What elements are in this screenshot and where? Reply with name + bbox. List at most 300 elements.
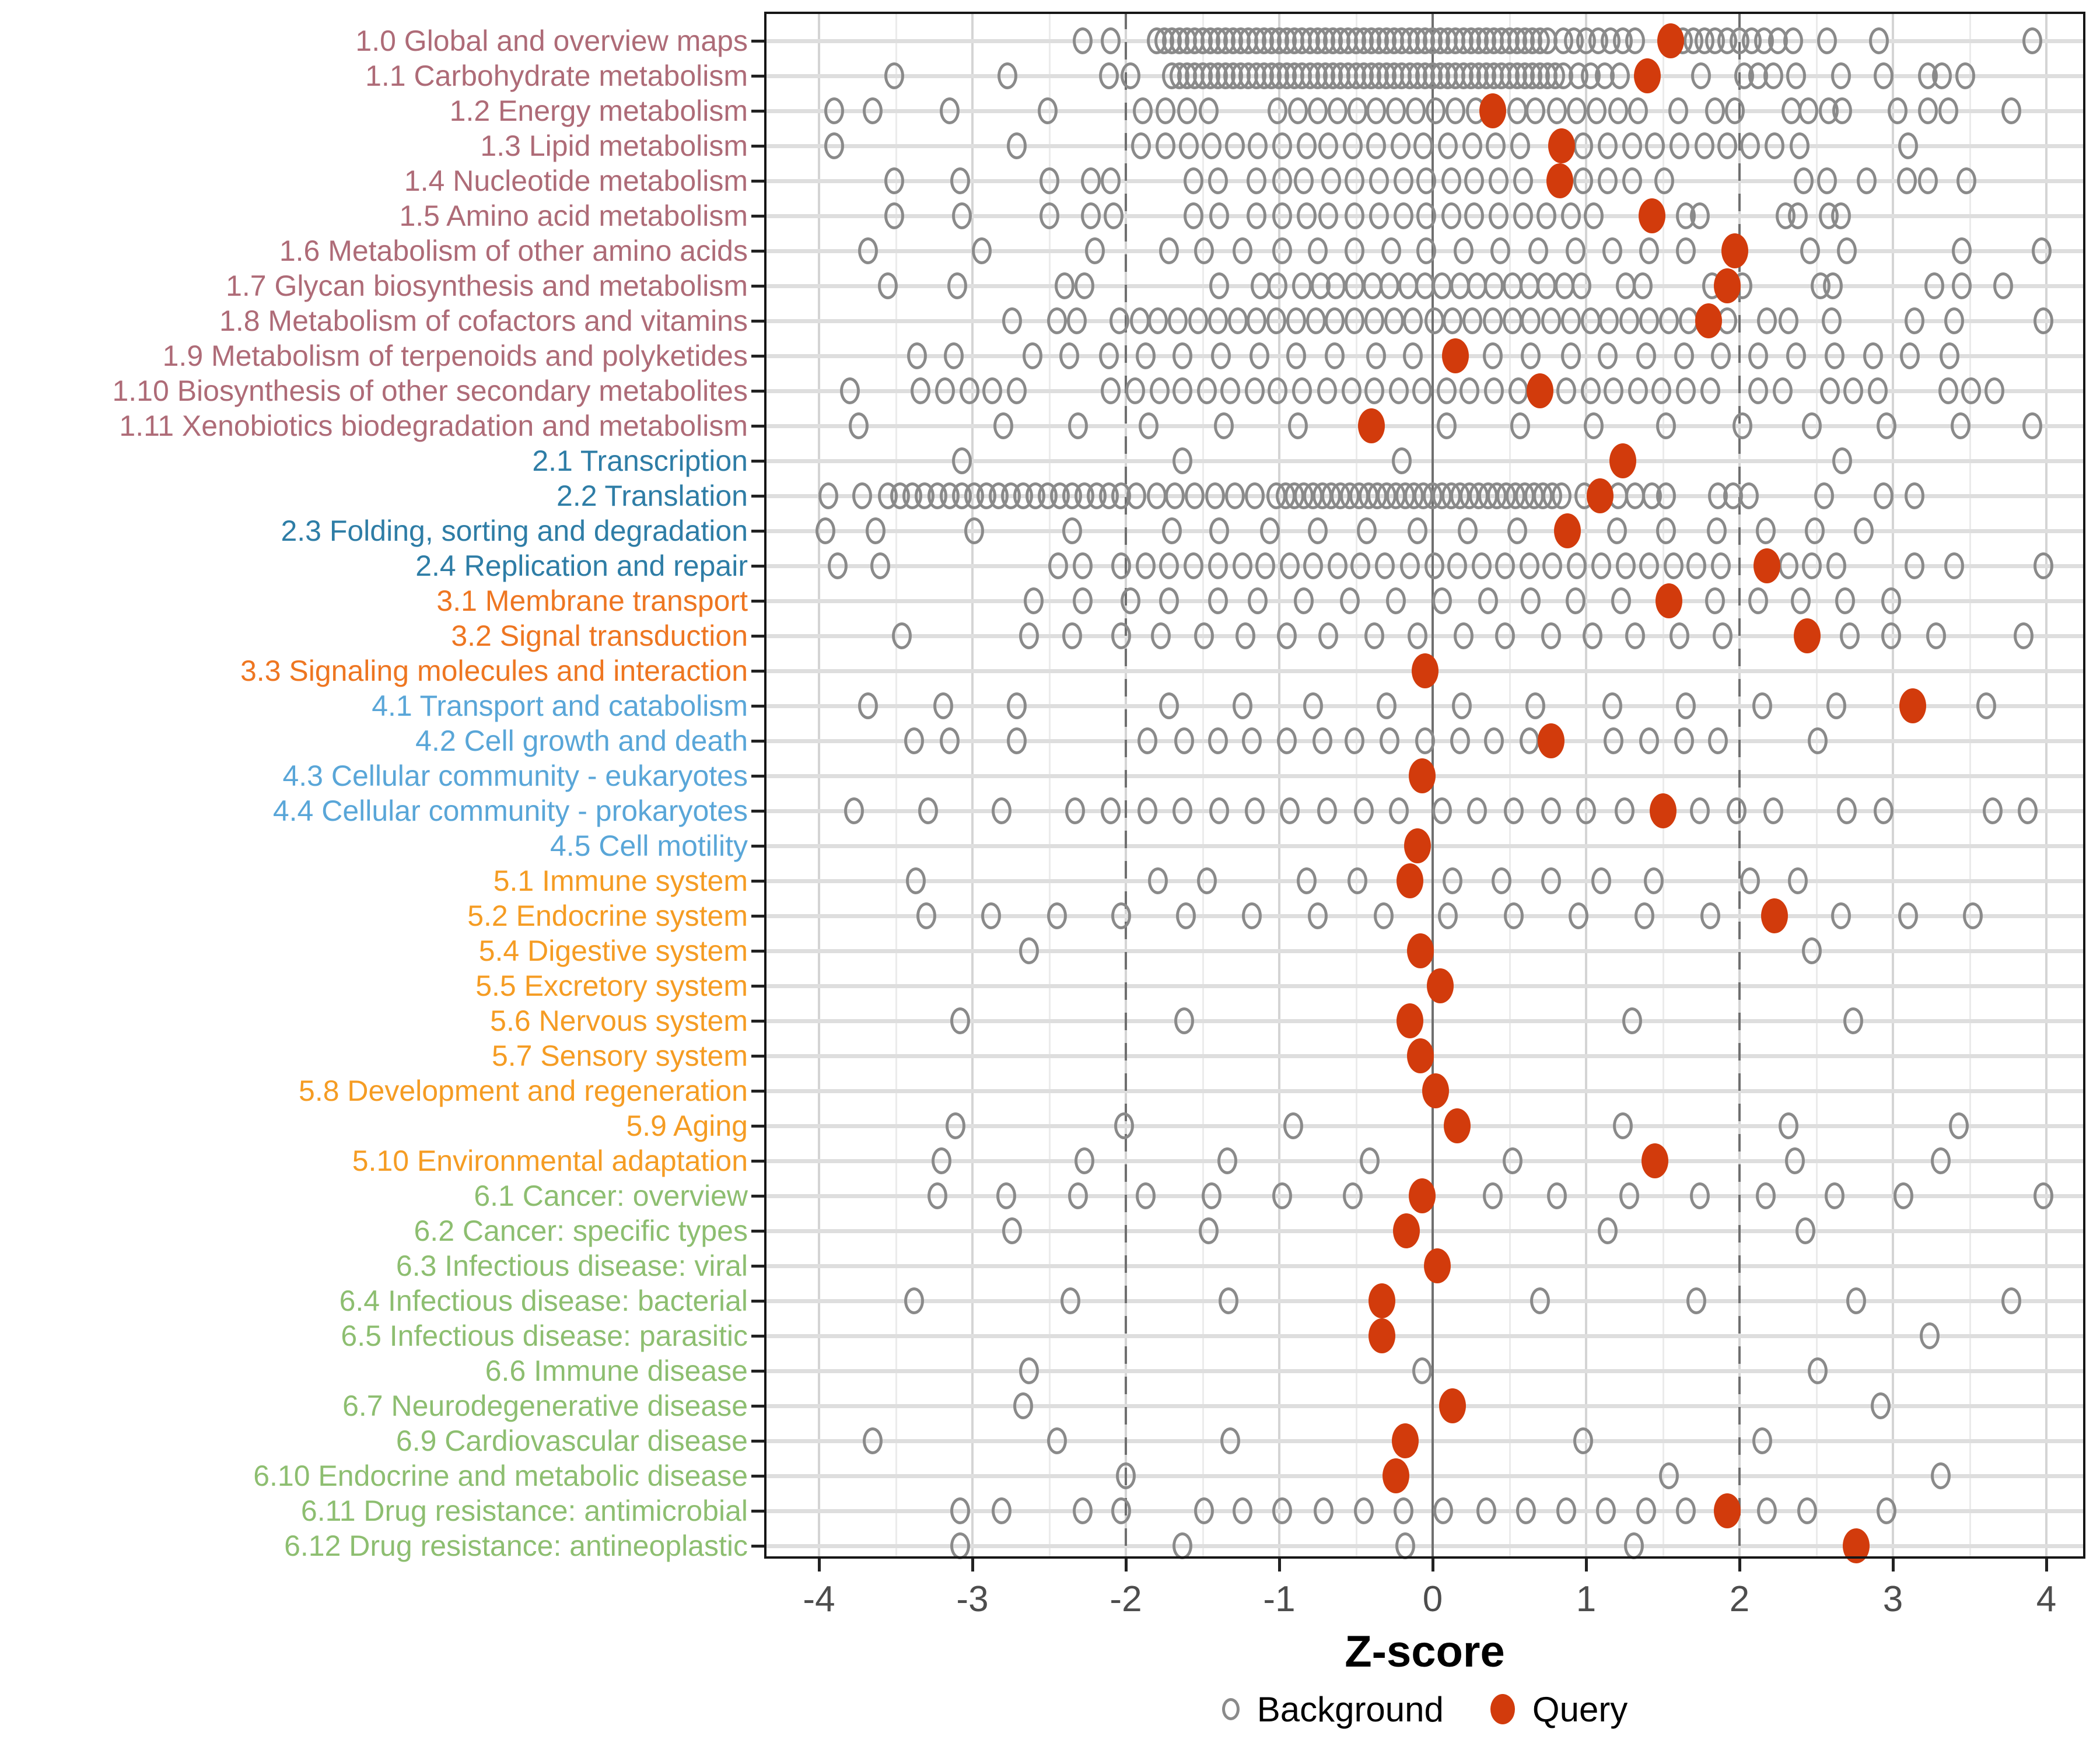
background-dot <box>1584 412 1604 439</box>
background-dot <box>1938 97 1958 124</box>
background-dot <box>944 342 964 369</box>
y-axis-label: 4.2 Cell growth and death <box>415 724 748 757</box>
background-dot <box>1513 202 1533 229</box>
background-dot <box>1691 62 1711 89</box>
background-dot <box>992 1497 1012 1524</box>
background-dot <box>1510 132 1530 159</box>
background-dot <box>1040 202 1059 229</box>
y-axis-label: 1.8 Metabolism of cofactors and vitamins <box>219 304 748 337</box>
y-axis-tick <box>751 390 764 393</box>
y-axis-tick <box>751 1545 764 1548</box>
background-dot <box>1424 552 1444 579</box>
background-dot <box>1898 902 1918 929</box>
legend-label-query: Query <box>1532 1689 1628 1729</box>
background-dot <box>1857 167 1877 194</box>
query-dot <box>1358 408 1385 443</box>
background-dot <box>1326 272 1346 299</box>
background-dot <box>1993 272 2013 299</box>
background-dot <box>1963 902 1983 929</box>
background-dot <box>1944 552 1964 579</box>
background-dot <box>1317 377 1337 404</box>
background-dot <box>1233 237 1252 264</box>
background-dot <box>1690 1182 1710 1209</box>
background-dot <box>1654 167 1674 194</box>
background-dot <box>1573 167 1593 194</box>
background-dot <box>1504 797 1524 824</box>
background-dot <box>1664 552 1684 579</box>
background-dot <box>1598 1217 1618 1244</box>
background-dot <box>906 867 926 894</box>
background-dot <box>1676 692 1696 719</box>
y-axis-label: 6.6 Immune disease <box>485 1354 748 1387</box>
background-dot <box>1233 692 1252 719</box>
background-dot <box>1846 1287 1866 1314</box>
background-dot <box>1464 202 1484 229</box>
background-dot <box>884 202 904 229</box>
row-gridline <box>764 1439 2085 1443</box>
dashed-reference-line <box>1125 12 1127 1559</box>
background-dot <box>1068 412 1088 439</box>
background-dot <box>1932 62 1952 89</box>
y-axis-tick <box>751 1440 764 1443</box>
background-dot <box>1541 622 1561 649</box>
background-dot <box>1138 727 1157 754</box>
y-axis-tick <box>751 530 764 533</box>
background-dot <box>1668 97 1688 124</box>
query-dot <box>1843 1528 1870 1563</box>
background-dot <box>1126 482 1146 509</box>
background-dot <box>1047 1427 1067 1454</box>
background-dot <box>1837 237 1857 264</box>
background-dot <box>840 377 860 404</box>
y-axis-tick <box>751 565 764 568</box>
query-dot <box>1424 1248 1451 1283</box>
background-dot <box>1447 552 1467 579</box>
background-dot <box>1938 377 1958 404</box>
background-dot <box>1242 902 1262 929</box>
background-dot <box>1504 902 1524 929</box>
background-dot <box>1556 1497 1576 1524</box>
background-dot <box>1317 797 1337 824</box>
background-dot <box>1314 1497 1334 1524</box>
background-dot <box>1826 552 1846 579</box>
y-axis-tick <box>751 915 764 918</box>
y-axis-tick <box>751 880 764 883</box>
background-dot <box>1460 377 1479 404</box>
background-dot <box>1897 167 1917 194</box>
query-dot <box>1407 1038 1434 1073</box>
background-dot <box>1949 1112 1969 1139</box>
query-dot <box>1404 828 1431 863</box>
background-dot <box>1530 1287 1550 1314</box>
background-dot <box>928 1182 947 1209</box>
background-dot <box>907 342 927 369</box>
background-dot <box>1208 307 1228 334</box>
x-axis-tick-label: -3 <box>956 1579 989 1619</box>
x-axis-tick-label: 4 <box>2036 1579 2057 1619</box>
background-dot <box>1343 132 1363 159</box>
background-dot <box>1233 552 1252 579</box>
background-dot <box>946 1112 965 1139</box>
background-dot <box>1325 342 1345 369</box>
background-dot <box>1394 167 1413 194</box>
background-dot <box>1342 377 1362 404</box>
y-axis-tick <box>751 985 764 988</box>
background-dot <box>1495 552 1515 579</box>
y-axis-tick <box>751 1195 764 1198</box>
background-dot <box>1837 797 1857 824</box>
background-dot <box>1576 797 1596 824</box>
y-axis-label: 1.6 Metabolism of other amino acids <box>279 235 748 267</box>
background-dot <box>1303 552 1323 579</box>
query-dot <box>1392 1423 1419 1458</box>
row-gridline <box>764 1299 2085 1303</box>
background-dot <box>1708 727 1728 754</box>
background-dot <box>1013 1392 1033 1419</box>
y-axis-label: 1.7 Glycan biosynthesis and metabolism <box>226 270 748 302</box>
background-dot <box>1174 1007 1194 1034</box>
background-dot <box>1476 1497 1496 1524</box>
background-dot <box>1779 1112 1798 1139</box>
background-dot <box>1817 27 1837 54</box>
background-dot <box>1732 412 1752 439</box>
background-dot <box>828 552 848 579</box>
background-dot <box>1179 132 1199 159</box>
background-dot <box>1613 1112 1633 1139</box>
background-dot <box>911 377 930 404</box>
query-dot <box>1409 1178 1436 1213</box>
y-axis-tick <box>751 950 764 953</box>
background-dot <box>1700 902 1720 929</box>
background-dot <box>1247 167 1266 194</box>
row-gridline <box>764 1229 2085 1233</box>
y-axis-label: 6.3 Infectious disease: viral <box>396 1250 748 1282</box>
background-dot <box>1831 902 1851 929</box>
query-dot <box>1479 93 1506 128</box>
background-dot <box>1779 552 1798 579</box>
background-dot <box>1832 447 1852 474</box>
background-dot <box>1073 27 1093 54</box>
background-dot <box>1634 902 1654 929</box>
background-dot <box>1636 342 1656 369</box>
background-dot <box>1268 97 1287 124</box>
background-dot <box>1073 1497 1093 1524</box>
background-dot <box>1831 202 1851 229</box>
x-axis-tick <box>971 1559 974 1572</box>
y-axis-label: 5.1 Immune system <box>493 864 748 897</box>
background-dot <box>1521 307 1541 334</box>
background-dot <box>1074 272 1094 299</box>
background-dot <box>1604 727 1623 754</box>
background-dot <box>1541 797 1561 824</box>
background-dot <box>1380 272 1399 299</box>
background-dot <box>1280 552 1300 579</box>
x-axis-tick-label: 1 <box>1576 1579 1597 1619</box>
background-dot <box>1441 202 1461 229</box>
background-dot <box>1636 1497 1656 1524</box>
background-dot <box>1472 552 1492 579</box>
background-dot <box>1802 937 1822 964</box>
x-axis-tick <box>1892 1559 1895 1572</box>
background-dot <box>1763 797 1783 824</box>
background-dot <box>1598 132 1618 159</box>
background-dot <box>1874 62 1894 89</box>
background-dot <box>1639 727 1659 754</box>
background-dot <box>1794 167 1814 194</box>
row-gridline <box>764 1474 2085 1478</box>
background-dot <box>1266 307 1286 334</box>
background-dot <box>1615 797 1634 824</box>
y-axis-label: 5.5 Excretory system <box>475 970 748 1002</box>
background-dot <box>1955 62 1975 89</box>
row-gridline <box>764 704 2085 708</box>
background-dot <box>1976 692 1996 719</box>
background-dot <box>1139 412 1158 439</box>
background-dot <box>1055 272 1074 299</box>
background-dot <box>1446 97 1465 124</box>
background-dot <box>981 902 1001 929</box>
background-dot <box>1047 902 1067 929</box>
background-dot <box>1528 237 1548 264</box>
background-dot <box>1328 97 1348 124</box>
background-dot <box>1931 1147 1951 1174</box>
x-axis-tick <box>1585 1559 1588 1572</box>
background-dot <box>1062 517 1082 544</box>
background-dot <box>2034 552 2053 579</box>
y-axis-label: 5.10 Environmental adaptation <box>352 1144 748 1177</box>
background-dot <box>1561 202 1581 229</box>
background-dot <box>1825 342 1845 369</box>
background-dot <box>1619 1182 1639 1209</box>
background-dot <box>1432 797 1452 824</box>
background-dot <box>1802 552 1822 579</box>
background-dot <box>1002 1217 1022 1244</box>
background-dot <box>1616 552 1636 579</box>
background-dot <box>1628 377 1648 404</box>
background-dot <box>1598 167 1618 194</box>
y-axis-label: 3.1 Membrane transport <box>436 584 748 617</box>
background-dot <box>1247 307 1266 334</box>
background-dot <box>1159 692 1179 719</box>
background-dot <box>1727 797 1746 824</box>
background-dot <box>1130 307 1150 334</box>
background-dot <box>1408 622 1427 649</box>
background-dot <box>1104 202 1124 229</box>
background-dot <box>818 482 838 509</box>
background-dot <box>1101 27 1121 54</box>
y-axis-label: 1.2 Energy metabolism <box>449 94 748 127</box>
background-dot <box>1074 1147 1094 1174</box>
background-dot <box>1208 167 1228 194</box>
x-axis-tick <box>818 1559 821 1572</box>
background-dot <box>858 237 878 264</box>
background-dot <box>1062 622 1082 649</box>
background-dot <box>1400 552 1420 579</box>
background-dot <box>1303 692 1323 719</box>
background-dot <box>1625 622 1645 649</box>
background-dot <box>935 377 955 404</box>
query-dot <box>1422 1073 1449 1108</box>
background-dot <box>1019 622 1039 649</box>
y-axis-label: 4.5 Cell motility <box>550 830 748 862</box>
background-dot <box>1785 1147 1805 1174</box>
background-dot <box>1360 1147 1380 1174</box>
background-dot <box>1389 377 1409 404</box>
background-dot <box>1604 377 1623 404</box>
background-dot <box>1194 1497 1214 1524</box>
background-dot <box>1725 97 1745 124</box>
query-dot <box>1427 968 1454 1003</box>
background-dot <box>1345 272 1364 299</box>
background-dot <box>1926 622 1946 649</box>
query-dot <box>1761 898 1788 933</box>
background-dot <box>1424 307 1444 334</box>
background-dot <box>1247 202 1266 229</box>
background-dot <box>1525 692 1545 719</box>
background-dot <box>1670 622 1689 649</box>
y-axis-tick <box>751 110 764 113</box>
y-axis-tick <box>751 495 764 498</box>
background-dot <box>1825 1182 1845 1209</box>
background-dot <box>1639 237 1659 264</box>
background-dot <box>1345 202 1364 229</box>
query-dot <box>1754 548 1780 583</box>
background-dot <box>1250 342 1269 369</box>
background-dot <box>1541 867 1561 894</box>
background-dot <box>1294 587 1314 614</box>
y-axis-label: 6.5 Infectious disease: parasitic <box>341 1320 748 1352</box>
background-dot <box>2034 1182 2053 1209</box>
background-dot <box>1874 482 1894 509</box>
background-dot <box>1805 517 1825 544</box>
x-axis-tick-label: -4 <box>803 1579 835 1619</box>
background-dot <box>1957 167 1976 194</box>
background-dot <box>1599 307 1619 334</box>
background-dot <box>1268 272 1287 299</box>
background-dot <box>1748 377 1768 404</box>
y-axis-tick <box>751 1230 764 1233</box>
background-dot <box>1248 587 1268 614</box>
background-dot <box>1752 1427 1772 1454</box>
background-dot <box>916 902 936 929</box>
y-axis-tick <box>751 320 764 323</box>
background-dot <box>1294 167 1314 194</box>
y-axis-tick <box>751 1510 764 1513</box>
x-axis-tick <box>2045 1559 2048 1572</box>
background-dot <box>904 1287 924 1314</box>
y-axis-label: 1.10 Biosynthesis of other secondary metabolites <box>112 374 748 407</box>
background-dot <box>1619 307 1639 334</box>
background-dot <box>1573 1427 1593 1454</box>
background-dot <box>1413 132 1433 159</box>
background-dot <box>1184 552 1203 579</box>
background-dot <box>1437 412 1457 439</box>
background-dot <box>1403 307 1423 334</box>
background-dot <box>1521 587 1541 614</box>
background-dot <box>1437 377 1457 404</box>
y-axis-label: 6.10 Endocrine and metabolic disease <box>253 1460 748 1492</box>
background-dot <box>2001 97 2021 124</box>
background-dot <box>1007 692 1027 719</box>
background-dot <box>1443 307 1462 334</box>
background-dot <box>1280 797 1300 824</box>
background-dot <box>1796 1217 1815 1244</box>
background-dot <box>1073 552 1093 579</box>
background-dot <box>1345 167 1364 194</box>
y-axis-tick <box>751 215 764 218</box>
background-dot <box>884 167 904 194</box>
background-dot <box>1377 692 1396 719</box>
background-dot <box>1443 867 1462 894</box>
y-axis-label: 5.7 Sensory system <box>491 1040 748 1072</box>
background-dot <box>950 167 970 194</box>
background-dot <box>1350 552 1370 579</box>
query-dot <box>1407 933 1434 968</box>
background-dot <box>1510 412 1530 439</box>
background-dot <box>1121 587 1140 614</box>
y-axis-tick <box>751 670 764 673</box>
background-dot <box>1308 517 1328 544</box>
background-dot <box>1384 307 1404 334</box>
x-axis-tick-label: 2 <box>1729 1579 1750 1619</box>
y-axis-label: 3.3 Signaling molecules and interaction <box>240 654 748 687</box>
background-dot <box>1868 377 1888 404</box>
background-dot <box>2032 237 2052 264</box>
background-dot <box>1823 272 1843 299</box>
background-dot <box>1513 167 1533 194</box>
background-dot <box>1566 587 1586 614</box>
background-dot <box>940 97 960 124</box>
background-dot <box>1567 552 1587 579</box>
background-dot <box>1297 132 1317 159</box>
query-dot <box>1527 373 1553 408</box>
background-dot <box>1432 272 1452 299</box>
y-axis-tick <box>751 600 764 603</box>
background-dot <box>1101 167 1121 194</box>
y-axis-label: 1.11 Xenobiotics biodegradation and metabolism <box>119 410 748 442</box>
background-dot <box>1202 132 1222 159</box>
background-dot <box>1136 552 1156 579</box>
background-dot <box>1808 727 1828 754</box>
legend-item-query <box>1490 1689 1628 1730</box>
background-dot <box>1547 1182 1567 1209</box>
background-dot <box>1458 517 1478 544</box>
background-dot <box>1454 237 1474 264</box>
background-dot <box>1165 482 1185 509</box>
background-dot <box>2014 622 2034 649</box>
query-dot <box>1587 478 1614 513</box>
background-dot <box>1483 307 1503 334</box>
background-dot <box>1019 1357 1039 1384</box>
background-dot <box>1705 587 1725 614</box>
major-gridline <box>818 12 820 1559</box>
background-dot <box>1067 307 1087 334</box>
background-dot <box>1038 97 1058 124</box>
background-dot <box>1717 132 1737 159</box>
background-dot <box>1690 202 1710 229</box>
background-dot <box>1797 1497 1817 1524</box>
y-axis-tick <box>751 75 764 78</box>
background-dot <box>1783 27 1803 54</box>
y-axis-tick <box>751 180 764 183</box>
background-dot <box>863 1427 883 1454</box>
background-dot <box>1674 342 1694 369</box>
y-axis-tick <box>751 635 764 638</box>
open-circle-icon <box>1222 1698 1240 1720</box>
background-dot <box>1786 62 1806 89</box>
y-axis-tick <box>751 40 764 43</box>
background-dot <box>1484 727 1504 754</box>
